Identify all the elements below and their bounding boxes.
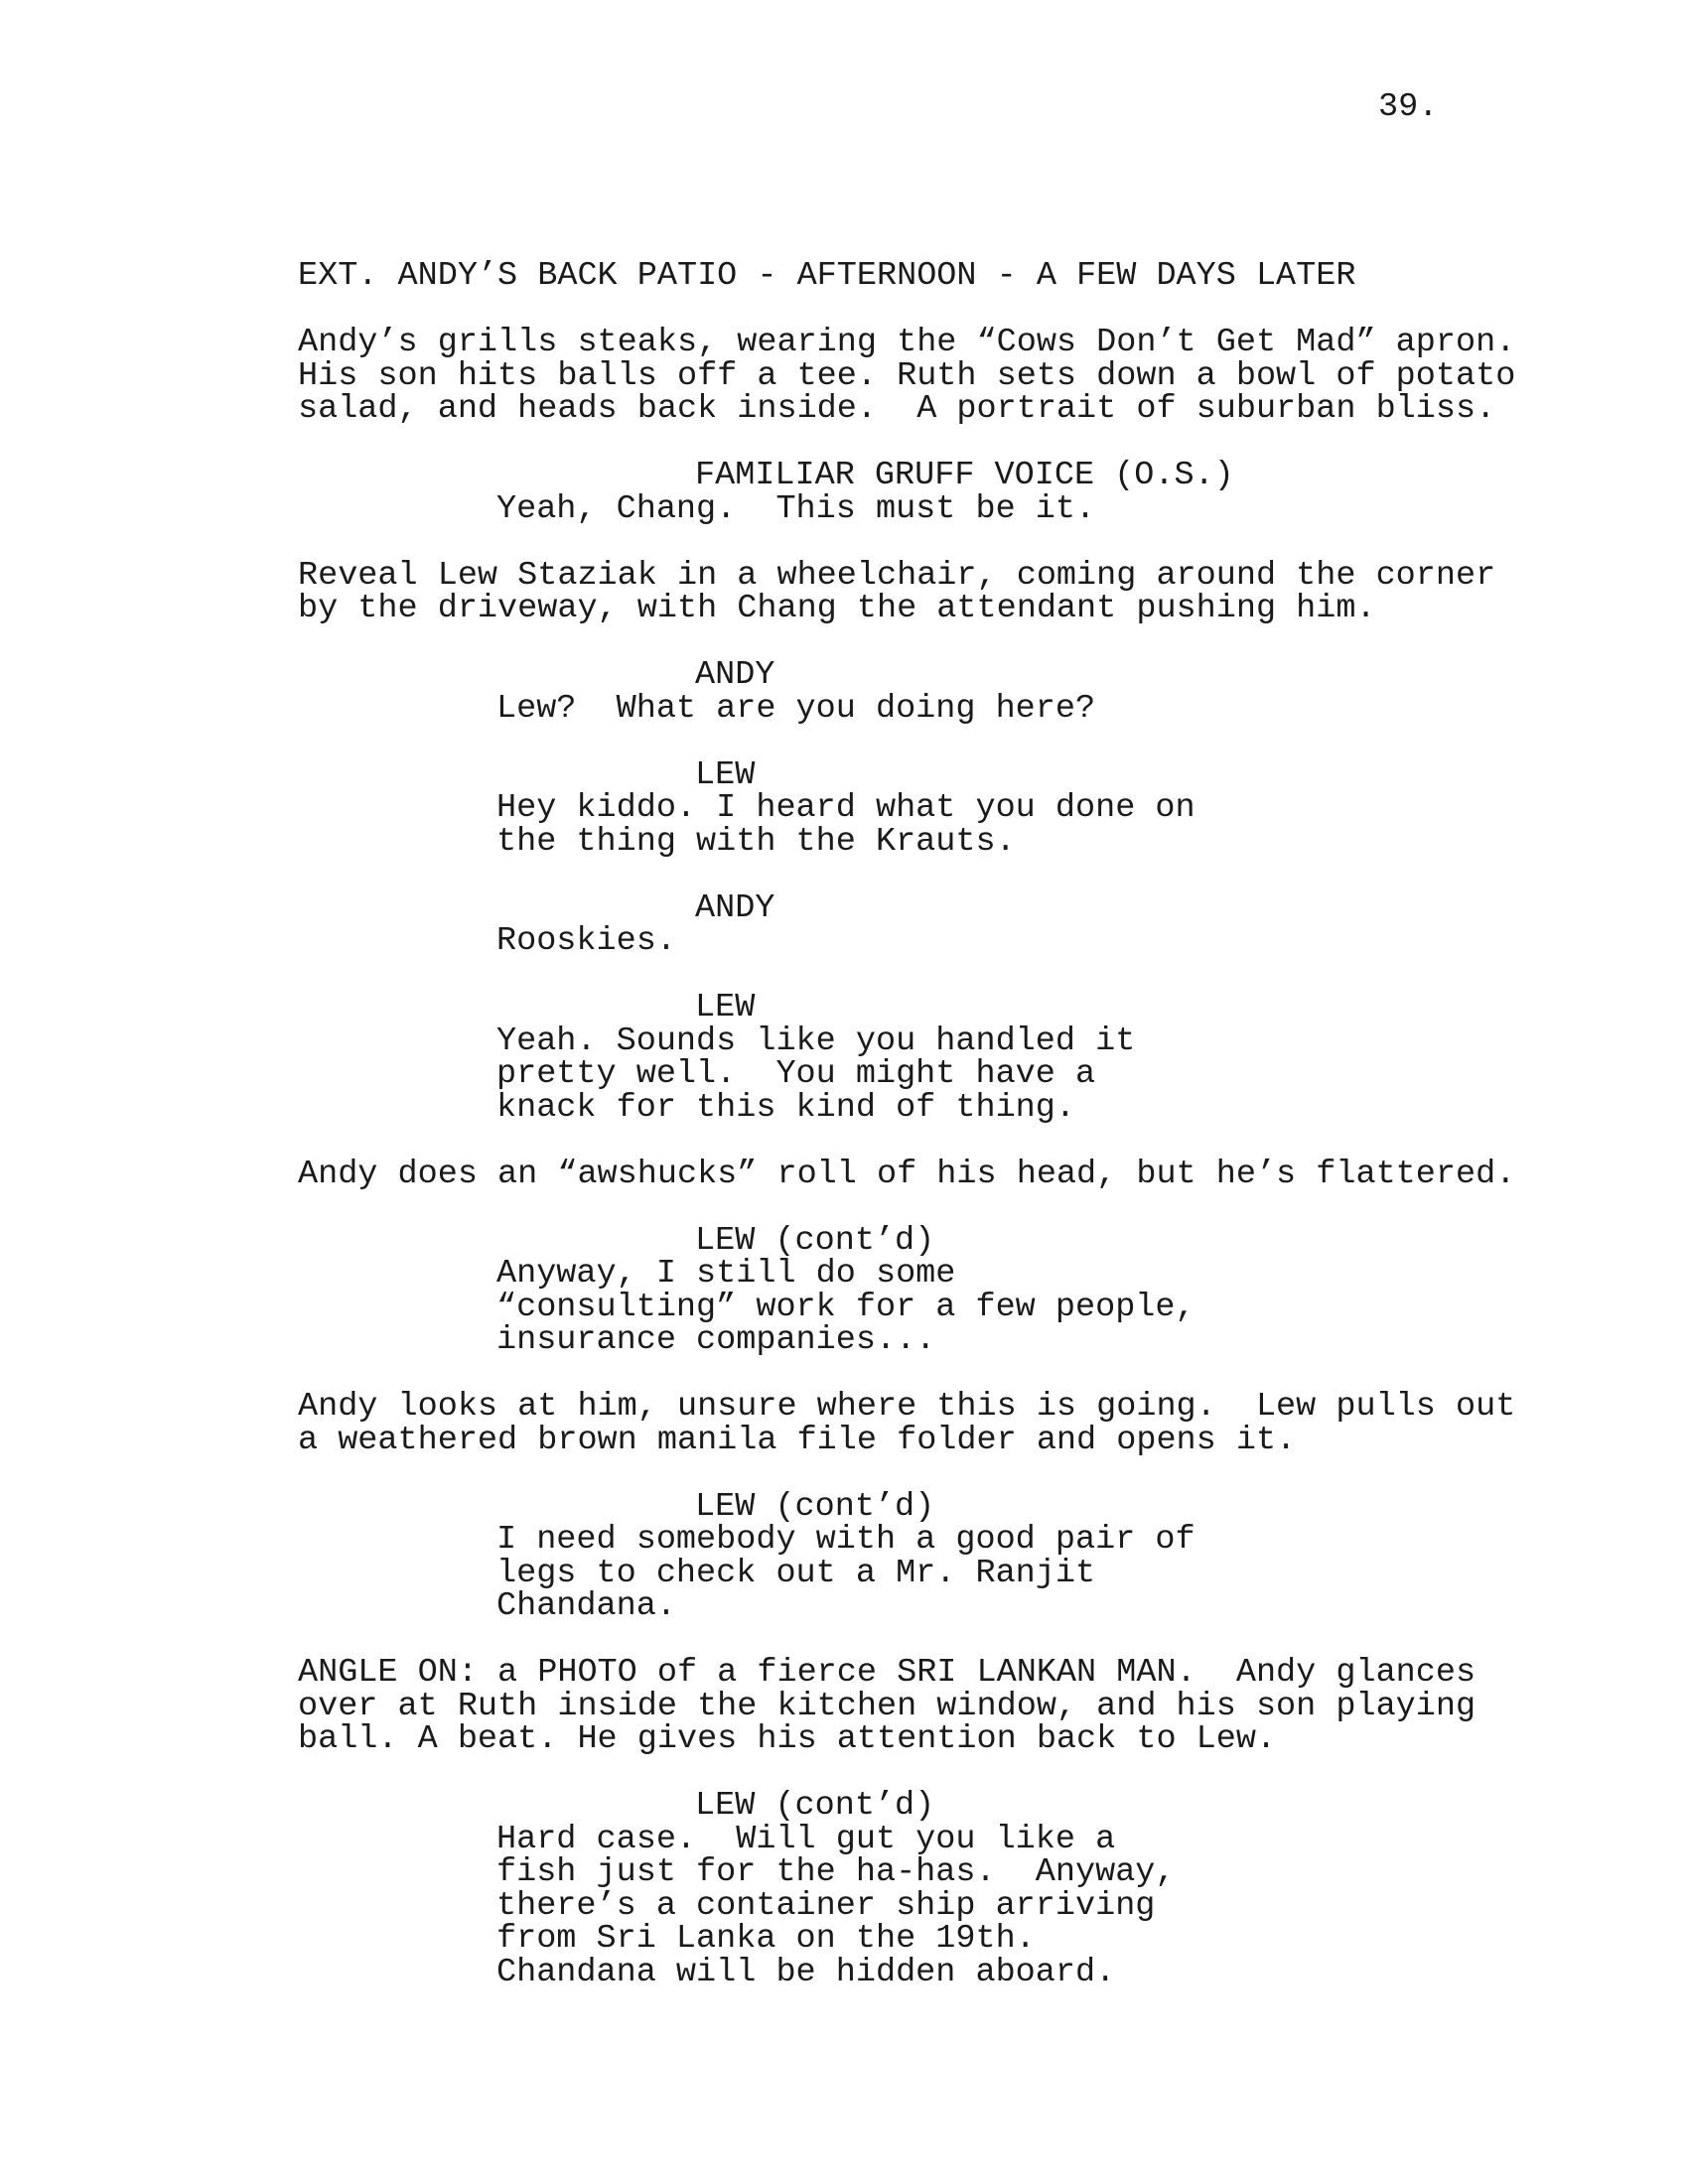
action-line: His son hits balls off a tee. Ruth sets down a bowl of potato bbox=[298, 356, 1516, 395]
dialogue-block bbox=[298, 755, 1539, 861]
action-line: over at Ruth inside the kitchen window, and his son playing bbox=[298, 1687, 1477, 1725]
dialogue-line: Hard case. Will gut you like a bbox=[496, 1820, 1116, 1858]
dialogue-line: Rooskies. bbox=[496, 922, 676, 960]
dialogue-line: “consulting” work for a few people, bbox=[496, 1288, 1196, 1326]
action-block bbox=[298, 1388, 1539, 1459]
dialogue-line: Hey kiddo. I heard what you done on bbox=[496, 789, 1196, 827]
action-line: Andy’s grills steaks, wearing the “Cows Don’t Get Mad” apron. bbox=[298, 324, 1516, 361]
action-line: Andy looks at him, unsure where this is going. Lew pulls out bbox=[298, 1388, 1516, 1426]
dialogue-line: Lew? What are you doing here? bbox=[496, 689, 1096, 728]
dialogue-block bbox=[298, 656, 1539, 728]
action-line: a weathered brown manila file folder and opens it. bbox=[298, 1421, 1297, 1459]
dialogue-line: from Sri Lanka on the 19th. bbox=[496, 1920, 1036, 1958]
dialogue-line: Chandana will be hidden aboard. bbox=[496, 1953, 1116, 1991]
page-number: 39. bbox=[1378, 88, 1439, 126]
dialogue-line: Chandana. bbox=[496, 1587, 676, 1625]
action-line: Andy does an “awshucks” roll of his head, but he’s flattered. bbox=[298, 1155, 1516, 1193]
scene-heading bbox=[298, 257, 1539, 295]
character-cue: ANDY bbox=[695, 888, 775, 927]
dialogue-line: there’s a container ship arriving bbox=[496, 1886, 1156, 1925]
dialogue-block bbox=[298, 888, 1539, 960]
dialogue-line: insurance companies... bbox=[496, 1321, 936, 1359]
action-block bbox=[298, 324, 1539, 428]
action-line: salad, and heads back inside. A portrait of suburban bliss. bbox=[298, 390, 1496, 428]
dialogue-block bbox=[298, 457, 1539, 528]
action-block bbox=[298, 1155, 1539, 1193]
dialogue-line: knack for this kind of thing. bbox=[496, 1088, 1075, 1127]
dialogue-block bbox=[298, 1221, 1539, 1359]
action-line: ball. A beat. He gives his attention back to Lew. bbox=[298, 1720, 1277, 1758]
dialogue-block bbox=[298, 989, 1539, 1127]
character-cue: LEW bbox=[695, 989, 756, 1026]
dialogue-line: Anyway, I still do some bbox=[496, 1255, 956, 1293]
character-cue: LEW (cont’d) bbox=[695, 1487, 935, 1526]
dialogue-block bbox=[298, 1787, 1539, 1991]
dialogue-line: the thing with the Krauts. bbox=[496, 822, 1016, 861]
action-line: by the driveway, with Chang the attendant pushing him. bbox=[298, 590, 1376, 627]
dialogue-line: pretty well. You might have a bbox=[496, 1055, 1096, 1093]
dialogue-line: Yeah. Sounds like you handled it bbox=[496, 1022, 1136, 1060]
dialogue-line: legs to check out a Mr. Ranjit bbox=[496, 1554, 1096, 1592]
character-cue: FAMILIAR GRUFF VOICE (O.S.) bbox=[695, 457, 1234, 494]
character-cue: LEW (cont’d) bbox=[695, 1787, 935, 1825]
dialogue-block bbox=[298, 1487, 1539, 1625]
dialogue-line: I need somebody with a good pair of bbox=[496, 1521, 1196, 1559]
script-body bbox=[298, 257, 1539, 1991]
scene-heading-line: EXT. ANDY’S BACK PATIO - AFTERNOON - A FEW DAYS LATER bbox=[298, 257, 1356, 295]
character-cue: ANDY bbox=[695, 656, 775, 694]
action-line: ANGLE ON: a PHOTO of a fierce SRI LANKAN MAN. Andy glances bbox=[298, 1654, 1477, 1692]
action-block bbox=[298, 556, 1539, 627]
dialogue-line: fish just for the ha-has. Anyway, bbox=[496, 1853, 1176, 1891]
dialogue-line: Yeah, Chang. This must be it. bbox=[496, 489, 1096, 528]
action-line: Reveal Lew Staziak in a wheelchair, coming around the corner bbox=[298, 556, 1496, 595]
action-block bbox=[298, 1654, 1539, 1758]
character-cue: LEW (cont’d) bbox=[695, 1221, 935, 1260]
character-cue: LEW bbox=[695, 755, 756, 794]
